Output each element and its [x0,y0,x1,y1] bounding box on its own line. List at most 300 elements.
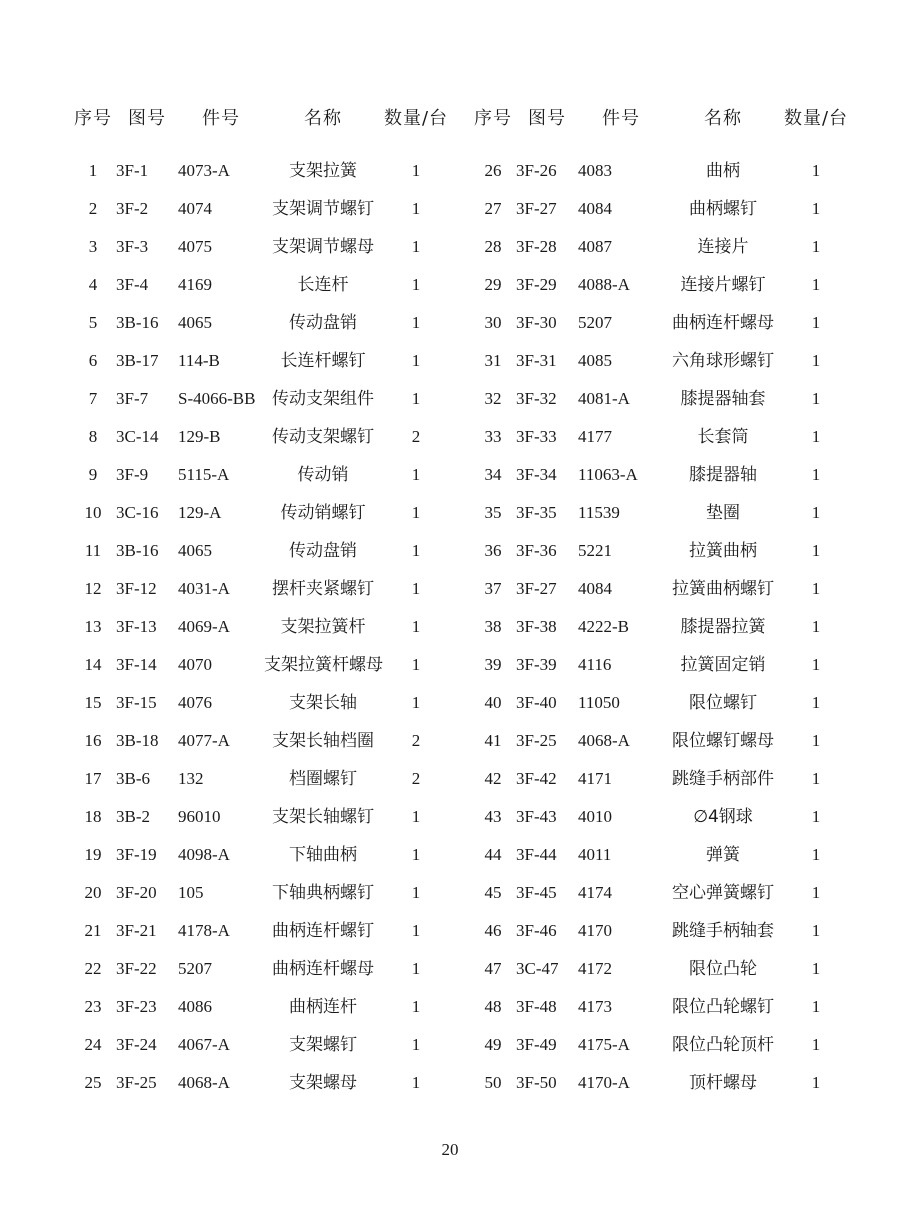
cell-part-right: 5207 [578,313,612,332]
cell-qty-left: 1 [411,503,421,522]
cell-seq-left: 23 [84,997,102,1016]
cell-dwg-right: 3F-46 [516,921,557,940]
cell-part-right: 4171 [578,769,612,788]
table-row [70,494,850,532]
cell-dwg-right: 3C-47 [516,959,559,978]
cell-dwg-right: 3F-28 [516,237,557,256]
cell-seq-left: 17 [84,769,102,788]
table-row [70,456,850,494]
cell-seq-left: 20 [84,883,102,902]
cell-dwg-left: 3F-7 [116,389,149,408]
cell-part-right: 11063-A [578,465,638,484]
cell-part-right: 4170-A [578,1073,630,1092]
cell-part-right: 5221 [578,541,612,560]
table-body [70,152,850,1102]
cell-qty-left: 1 [411,655,421,674]
cell-seq-left: 21 [84,921,102,940]
cell-qty-right: 1 [811,731,821,750]
cell-seq-right: 31 [484,351,502,370]
cell-qty-left: 1 [411,275,421,294]
cell-qty-left: 1 [411,883,421,902]
cell-dwg-left: 3F-9 [116,465,149,484]
cell-part-left: 4076 [178,693,212,712]
cell-gap [450,342,470,380]
cell-name-left: 支架螺钉 [289,1035,357,1055]
cell-dwg-left: 3B-17 [116,351,159,370]
cell-dwg-left: 3F-22 [116,959,157,978]
table-row [70,342,850,380]
cell-name-right: 曲柄螺钉 [689,199,757,219]
table-row [70,874,850,912]
cell-name-left: 传动支架组件 [272,389,374,409]
table-row [70,1026,850,1064]
cell-dwg-left: 3F-4 [116,275,149,294]
cell-part-left: 4098-A [178,845,230,864]
cell-name-right: 连接片 [697,237,749,257]
cell-seq-left: 15 [84,693,102,712]
cell-gap [450,912,470,950]
cell-gap [450,1064,470,1102]
cell-dwg-left: 3F-1 [116,161,149,180]
cell-seq-left: 2 [88,199,98,218]
cell-dwg-left: 3F-2 [116,199,149,218]
table-row [70,912,850,950]
cell-qty-right: 1 [811,275,821,294]
cell-qty-right: 1 [811,579,821,598]
cell-qty-left: 1 [411,845,421,864]
cell-part-right: 4174 [578,883,612,902]
cell-dwg-right: 3F-26 [516,161,557,180]
cell-part-left: 4065 [178,541,212,560]
cell-dwg-left: 3C-16 [116,503,159,522]
cell-name-right: 连接片螺钉 [680,275,766,295]
table-row [70,418,850,456]
cell-name-right: 跳缝手柄轴套 [672,921,774,941]
cell-name-right: 垫圈 [706,503,740,523]
cell-seq-left: 16 [84,731,102,750]
cell-name-right: 膝提器轴 [689,465,757,485]
cell-part-left: 129-B [178,427,221,446]
cell-seq-left: 10 [84,503,102,522]
cell-seq-right: 50 [484,1073,502,1092]
cell-dwg-left: 3F-21 [116,921,157,940]
cell-gap [450,722,470,760]
cell-part-right: 4175-A [578,1035,630,1054]
cell-qty-right: 1 [811,313,821,332]
cell-seq-right: 26 [484,161,502,180]
cell-part-right: 4177 [578,427,612,446]
cell-qty-right: 1 [811,161,821,180]
cell-name-right: 弹簧 [706,845,740,865]
cell-dwg-left: 3F-20 [116,883,157,902]
cell-seq-right: 37 [484,579,502,598]
cell-part-left: 4067-A [178,1035,230,1054]
cell-name-right: 限位凸轮 [689,959,757,979]
cell-seq-left: 8 [88,427,98,446]
cell-dwg-right: 3F-27 [516,579,557,598]
cell-gap [450,684,470,722]
cell-gap [450,798,470,836]
cell-name-left: 下轴曲柄 [289,845,357,865]
cell-part-right: 11050 [578,693,620,712]
cell-qty-left: 1 [411,579,421,598]
cell-dwg-left: 3C-14 [116,427,159,446]
cell-dwg-right: 3F-27 [516,199,557,218]
cell-name-left: 传动销 [297,465,349,485]
table-row [70,988,850,1026]
column-gap [450,100,470,152]
cell-gap [450,532,470,570]
cell-name-left: 支架长轴档圈 [272,731,374,751]
table-row [70,190,850,228]
cell-qty-left: 1 [411,389,421,408]
cell-name-left: 曲柄连杆螺钉 [272,921,374,941]
cell-dwg-right: 3F-25 [516,731,557,750]
cell-seq-left: 1 [88,161,98,180]
cell-seq-right: 48 [484,997,502,1016]
cell-dwg-right: 3F-48 [516,997,557,1016]
cell-seq-left: 3 [88,237,98,256]
table-row [70,722,850,760]
cell-gap [450,646,470,684]
cell-seq-right: 28 [484,237,502,256]
cell-qty-right: 1 [811,1073,821,1092]
cell-seq-right: 36 [484,541,502,560]
column-header-seq-left: 序号 [74,108,112,129]
table-row [70,152,850,190]
cell-qty-left: 1 [411,465,421,484]
cell-part-left: 4086 [178,997,212,1016]
cell-qty-right: 1 [811,503,821,522]
cell-qty-right: 1 [811,845,821,864]
cell-qty-right: 1 [811,807,821,826]
cell-seq-right: 42 [484,769,502,788]
cell-name-left: 档圈螺钉 [289,769,357,789]
cell-qty-left: 1 [411,997,421,1016]
cell-dwg-left: 3B-16 [116,541,159,560]
cell-gap [450,874,470,912]
cell-name-right: 拉簧曲柄螺钉 [672,579,774,599]
cell-qty-right: 1 [811,351,821,370]
cell-name-right: 六角球形螺钉 [672,351,774,371]
cell-seq-right: 43 [484,807,502,826]
cell-dwg-left: 3F-24 [116,1035,157,1054]
cell-name-right: 曲柄 [706,161,740,181]
cell-seq-left: 22 [84,959,102,978]
cell-gap [450,570,470,608]
cell-part-right: 4087 [578,237,612,256]
cell-part-left: 4031-A [178,579,230,598]
cell-name-left: 支架螺母 [289,1073,357,1093]
cell-name-right: 限位凸轮螺钉 [672,997,774,1017]
cell-gap [450,152,470,190]
cell-part-right: 4170 [578,921,612,940]
cell-gap [450,836,470,874]
cell-dwg-left: 3F-12 [116,579,157,598]
cell-gap [450,1026,470,1064]
column-header-name-right: 名称 [704,108,742,129]
cell-dwg-right: 3F-33 [516,427,557,446]
cell-part-left: 4077-A [178,731,230,750]
cell-dwg-right: 3F-36 [516,541,557,560]
cell-gap [450,608,470,646]
cell-seq-right: 46 [484,921,502,940]
cell-gap [450,456,470,494]
column-header-seq-right: 序号 [474,108,512,129]
cell-part-left: 105 [178,883,204,902]
cell-part-right: 4068-A [578,731,630,750]
cell-gap [450,494,470,532]
cell-part-left: 4074 [178,199,212,218]
cell-qty-right: 1 [811,389,821,408]
cell-gap [450,228,470,266]
cell-part-left: 4069-A [178,617,230,636]
cell-dwg-left: 3F-15 [116,693,157,712]
cell-dwg-right: 3F-31 [516,351,557,370]
column-header-drawing-left: 图号 [128,108,166,129]
cell-seq-right: 29 [484,275,502,294]
cell-seq-left: 18 [84,807,102,826]
cell-qty-left: 2 [411,769,421,788]
cell-qty-left: 2 [411,731,421,750]
cell-qty-left: 2 [411,427,421,446]
cell-name-left: 长连杆 [297,275,349,295]
cell-qty-left: 1 [411,693,421,712]
cell-part-right: 4084 [578,199,612,218]
cell-dwg-right: 3F-45 [516,883,557,902]
cell-name-right: 限位螺钉 [689,693,757,713]
cell-dwg-right: 3F-38 [516,617,557,636]
cell-part-left: 114-B [178,351,220,370]
cell-part-right: 11539 [578,503,620,522]
cell-qty-right: 1 [811,1035,821,1054]
cell-dwg-right: 3F-44 [516,845,557,864]
table-header [70,100,850,152]
cell-qty-left: 1 [411,807,421,826]
cell-dwg-left: 3F-13 [116,617,157,636]
cell-qty-left: 1 [411,313,421,332]
cell-qty-left: 1 [411,1073,421,1092]
cell-seq-left: 12 [84,579,102,598]
cell-dwg-right: 3F-30 [516,313,557,332]
cell-name-right: 曲柄连杆螺母 [672,313,774,333]
table-row [70,646,850,684]
cell-dwg-left: 3F-19 [116,845,157,864]
cell-seq-left: 5 [88,313,98,332]
cell-qty-left: 1 [411,351,421,370]
column-header-qty-right: 数量/台 [783,108,849,129]
cell-part-left: 4070 [178,655,212,674]
cell-name-left: 支架长轴 [289,693,357,713]
cell-name-right: 限位凸轮顶杆 [672,1035,774,1055]
table-row [70,1064,850,1102]
cell-dwg-left: 3F-3 [116,237,149,256]
cell-gap [450,266,470,304]
cell-qty-left: 1 [411,541,421,560]
cell-name-left: 传动销螺钉 [280,503,366,523]
cell-seq-left: 11 [84,541,102,560]
cell-dwg-right: 3F-34 [516,465,557,484]
cell-name-right: 限位螺钉螺母 [672,731,774,751]
cell-qty-left: 1 [411,921,421,940]
cell-part-left: 132 [178,769,204,788]
cell-seq-right: 40 [484,693,502,712]
cell-seq-right: 38 [484,617,502,636]
cell-name-right: 膝提器轴套 [680,389,766,409]
table-row [70,380,850,418]
cell-name-right: 拉簧固定销 [680,655,766,675]
cell-name-right: 膝提器拉簧 [680,617,766,637]
cell-dwg-left: 3B-18 [116,731,159,750]
cell-part-left: 4073-A [178,161,230,180]
cell-part-right: 4084 [578,579,612,598]
cell-part-right: 4172 [578,959,612,978]
cell-dwg-left: 3B-2 [116,807,150,826]
cell-qty-right: 1 [811,883,821,902]
cell-seq-right: 49 [484,1035,502,1054]
column-header-name-left: 名称 [304,108,342,129]
cell-seq-left: 7 [88,389,98,408]
cell-name-left: 长连杆螺钉 [280,351,366,371]
cell-part-right: 4173 [578,997,612,1016]
table-row [70,608,850,646]
cell-qty-left: 1 [411,237,421,256]
cell-dwg-right: 3F-39 [516,655,557,674]
cell-qty-right: 1 [811,655,821,674]
cell-seq-left: 25 [84,1073,102,1092]
cell-part-left: 4178-A [178,921,230,940]
cell-dwg-right: 3F-42 [516,769,557,788]
cell-seq-right: 34 [484,465,502,484]
cell-name-left: 传动盘销 [289,541,357,561]
cell-seq-left: 13 [84,617,102,636]
cell-seq-left: 4 [88,275,98,294]
cell-seq-right: 44 [484,845,502,864]
table-row [70,532,850,570]
cell-qty-right: 1 [811,769,821,788]
cell-name-right: ∅4钢球 [693,807,753,827]
cell-part-left: 4169 [178,275,212,294]
table-row [70,266,850,304]
cell-part-left: 4068-A [178,1073,230,1092]
cell-seq-left: 9 [88,465,98,484]
parts-table [70,100,850,1102]
cell-part-right: 4116 [578,655,612,674]
table-row [70,798,850,836]
cell-seq-right: 35 [484,503,502,522]
cell-seq-right: 39 [484,655,502,674]
column-header-drawing-right: 图号 [528,108,566,129]
cell-qty-left: 1 [411,617,421,636]
cell-part-left: 96010 [178,807,221,826]
cell-dwg-right: 3F-50 [516,1073,557,1092]
cell-qty-right: 1 [811,959,821,978]
cell-dwg-left: 3B-6 [116,769,150,788]
cell-name-left: 下轴典柄螺钉 [272,883,374,903]
cell-name-left: 支架拉簧杆螺母 [264,655,383,675]
table-row [70,570,850,608]
cell-dwg-right: 3F-29 [516,275,557,294]
cell-name-left: 支架拉簧 [289,161,357,181]
cell-gap [450,190,470,228]
cell-qty-left: 1 [411,199,421,218]
cell-dwg-right: 3F-35 [516,503,557,522]
cell-seq-right: 33 [484,427,502,446]
cell-gap [450,418,470,456]
cell-name-right: 长套筒 [697,427,749,447]
cell-dwg-right: 3F-43 [516,807,557,826]
cell-name-left: 支架长轴螺钉 [272,807,374,827]
cell-part-right: 4010 [578,807,612,826]
cell-name-right: 空心弹簧螺钉 [672,883,774,903]
cell-qty-left: 1 [411,1035,421,1054]
cell-qty-left: 1 [411,959,421,978]
cell-part-left: S-4066-BB [178,389,256,408]
column-header-partno-right: 件号 [602,108,640,129]
cell-gap [450,950,470,988]
cell-seq-left: 24 [84,1035,102,1054]
cell-dwg-left: 3F-25 [116,1073,157,1092]
table-row [70,228,850,266]
cell-qty-right: 1 [811,465,821,484]
cell-qty-right: 1 [811,427,821,446]
cell-qty-right: 1 [811,693,821,712]
cell-part-left: 5207 [178,959,212,978]
cell-qty-right: 1 [811,997,821,1016]
cell-name-left: 摆杆夹紧螺钉 [272,579,374,599]
column-header-partno-left: 件号 [202,108,240,129]
table-row [70,760,850,798]
cell-dwg-right: 3F-32 [516,389,557,408]
cell-name-right: 拉簧曲柄 [689,541,757,561]
cell-qty-right: 1 [811,617,821,636]
cell-dwg-right: 3F-40 [516,693,557,712]
cell-dwg-left: 3F-23 [116,997,157,1016]
cell-seq-right: 47 [484,959,502,978]
cell-name-right: 跳缝手柄部件 [672,769,774,789]
cell-qty-right: 1 [811,199,821,218]
cell-seq-right: 30 [484,313,502,332]
cell-seq-right: 41 [484,731,502,750]
cell-part-right: 4088-A [578,275,630,294]
cell-gap [450,304,470,342]
page-number: 20 [441,1140,459,1159]
cell-part-left: 129-A [178,503,222,522]
table-row [70,684,850,722]
cell-seq-left: 19 [84,845,102,864]
cell-qty-right: 1 [811,237,821,256]
cell-dwg-left: 3F-14 [116,655,157,674]
cell-part-left: 5115-A [178,465,230,484]
cell-gap [450,760,470,798]
cell-gap [450,380,470,418]
cell-name-left: 支架拉簧杆 [280,617,366,637]
cell-name-left: 曲柄连杆 [289,997,357,1017]
cell-dwg-right: 3F-49 [516,1035,557,1054]
cell-name-left: 传动盘销 [289,313,357,333]
cell-name-left: 传动支架螺钉 [272,427,374,447]
cell-seq-right: 32 [484,389,502,408]
cell-seq-left: 14 [84,655,102,674]
cell-qty-left: 1 [411,161,421,180]
cell-gap [450,988,470,1026]
cell-name-right: 顶杆螺母 [689,1073,757,1093]
cell-seq-right: 45 [484,883,502,902]
cell-part-right: 4011 [578,845,612,864]
table-row [70,950,850,988]
cell-name-left: 支架调节螺钉 [272,199,374,219]
table-row [70,304,850,342]
